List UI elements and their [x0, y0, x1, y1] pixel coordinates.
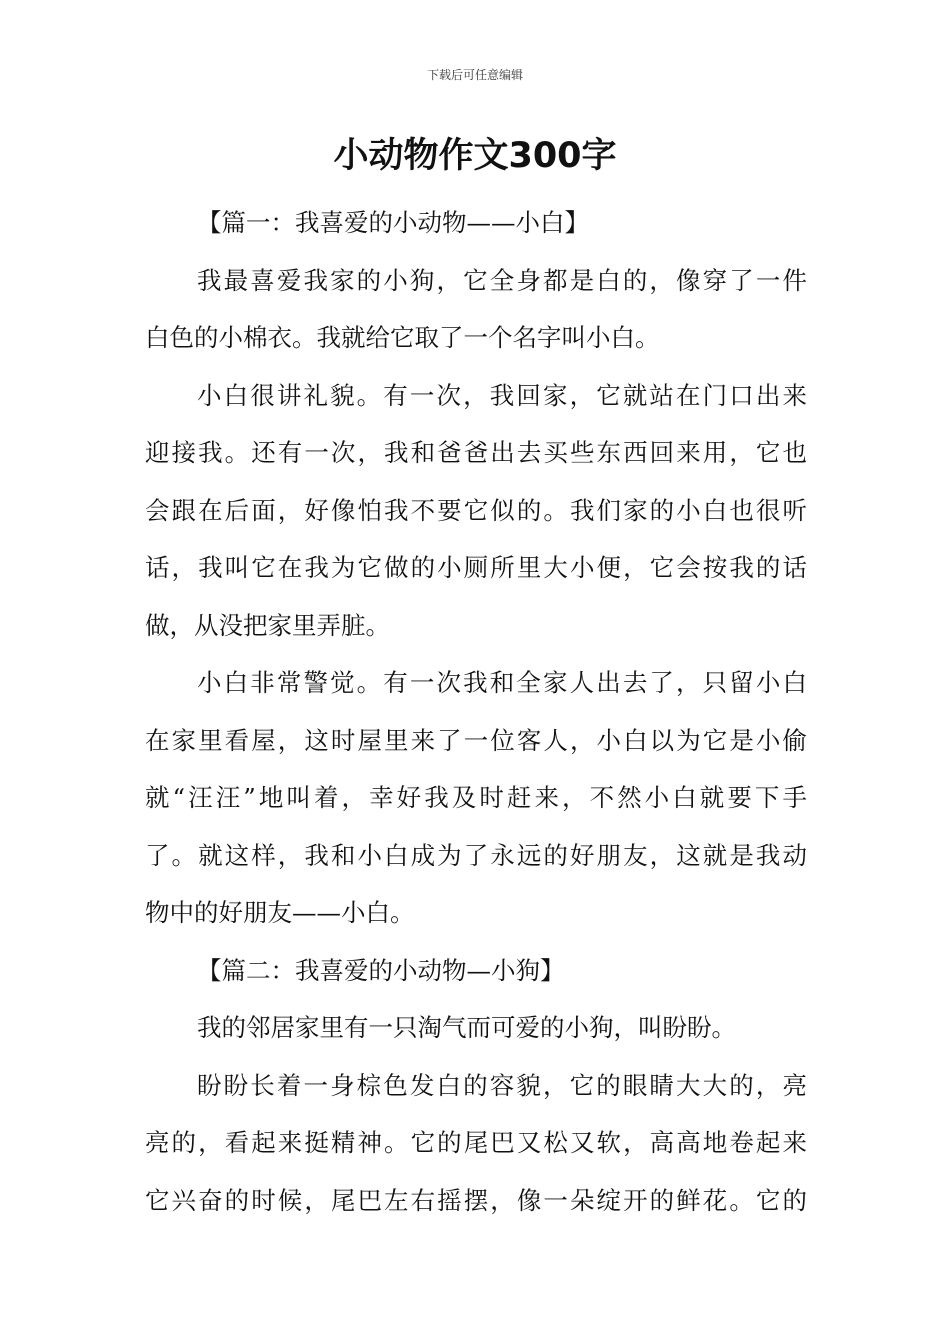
text-line: 我最喜爱我家的小狗，它全身都是白的，像穿了一件: [197, 265, 807, 295]
document-body: [145, 194, 807, 1229]
text-line: 物中的好朋友——小白。: [145, 898, 415, 927]
text-line: 在家里看屋，这时屋里来了一位客人，小白以为它是小偷: [145, 725, 807, 755]
text-line: 小白很讲礼貌。有一次，我回家，它就站在门口出来: [197, 380, 807, 410]
text-line: 它兴奋的时候，尾巴左右摇摆，像一朵绽开的鲜花。它的: [145, 1185, 807, 1215]
section-heading-2: 【篇二：我喜爱的小动物—小狗】: [197, 955, 565, 985]
text-line: 我的邻居家里有一只淘气而可爱的小狗，叫盼盼。: [197, 1013, 736, 1042]
text-line: 白色的小棉衣。我就给它取了一个名字叫小白。: [145, 323, 660, 352]
document-title: 小动物作文300字: [333, 136, 617, 176]
text-line: 做，从没把家里弄脏。: [145, 610, 390, 640]
text-line: 就“汪汪”地叫着，幸好我及时赶来，不然小白就要下手: [145, 783, 807, 812]
text-line: 话，我叫它在我为它做的小厕所里大小便，它会按我的话: [145, 553, 807, 582]
text-line: 小白非常警觉。有一次我和全家人出去了，只留小白: [197, 668, 807, 697]
text-line: 迎接我。还有一次，我和爸爸出去买些东西回来用，它也: [145, 438, 807, 467]
text-line: 盼盼长着一身棕色发白的容貌，它的眼睛大大的，亮: [197, 1070, 807, 1100]
text-line: 了。就这样，我和小白成为了永远的好朋友，这就是我动: [145, 840, 807, 870]
header-note: 下载后可任意编辑: [426, 68, 523, 82]
text-line: 会跟在后面，好像怕我不要它似的。我们家的小白也很听: [145, 495, 807, 525]
section-heading-1: 【篇一：我喜爱的小动物——小白】: [197, 208, 589, 237]
text-line: 亮的，看起来挺精神。它的尾巴又松又软，高高地卷起来: [145, 1128, 807, 1157]
